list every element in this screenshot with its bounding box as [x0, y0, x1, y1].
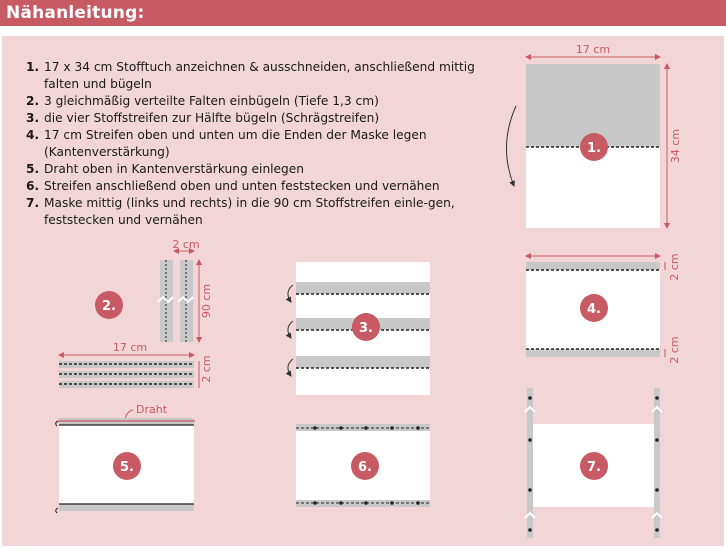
step-text: 3 gleichmäßig verteilte Falten einbügeln (Tiefe 1,3 cm) [44, 94, 379, 108]
step-badge-label: 5. [120, 460, 134, 475]
step-text: die vier Stoffstreifen zur Hälfte bügeln (Schrägstreifen) [44, 111, 380, 125]
figure-6 [296, 424, 430, 507]
wire-label: Draht [136, 403, 168, 416]
pleat [296, 356, 430, 368]
step-text: Maske mittig (links und rechts) in die 90 cm Stoffstreifen einle-gen, feststecken und vernähen [44, 196, 455, 227]
figure-4 [526, 253, 681, 363]
fold-arrow-icon [506, 106, 516, 186]
fold-arrow-icon [288, 359, 293, 376]
step-text: 17 x 34 cm Stofftuch anzeichnen & ausschneiden, anschließend mittig falten und bügeln [44, 60, 475, 91]
step-badge-label: 3. [359, 321, 373, 336]
step-number: 7. [26, 196, 40, 210]
edge-strip [526, 349, 660, 357]
step-badge-label: 4. [587, 302, 601, 317]
step-number: 4. [26, 128, 40, 142]
dimension-label: 2 cm [668, 336, 681, 364]
wire-end-icon [56, 508, 58, 513]
dimension-label: 17 cm [575, 43, 611, 56]
dimension-label: 2 cm [668, 253, 681, 281]
dimension-label: 2 cm [172, 238, 200, 251]
step-badge-label: 2. [102, 299, 116, 314]
dimension-label: 2 cm [200, 355, 213, 383]
step-number: 2. [26, 94, 40, 108]
figure-1 [506, 43, 682, 228]
dimension-label: 34 cm [669, 128, 682, 164]
step-text: Draht oben in Kantenverstärkung einlegen [44, 162, 305, 176]
step-badge-label: 7. [587, 460, 601, 475]
step-number: 3. [26, 111, 40, 125]
fold-arrow-icon [288, 285, 293, 302]
figure-2 [59, 238, 213, 388]
step-number: 6. [26, 179, 40, 193]
wire-end-icon [56, 421, 58, 426]
step-number: 5. [26, 162, 40, 176]
page-title: Nähanleitung: [6, 3, 145, 23]
step-text: 17 cm Streifen oben und unten um die Enden der Maske legen (Kantenverstärkung) [44, 128, 427, 159]
figure-5 [56, 403, 195, 513]
edge-strip [59, 504, 194, 511]
step-badge-label: 6. [358, 460, 372, 475]
dimension-label: 90 cm [200, 283, 213, 319]
edge-strip [526, 262, 660, 270]
figure-7 [525, 388, 662, 538]
step-badge-label: 1. [587, 141, 601, 156]
step-number: 1. [26, 60, 40, 74]
figure-3 [288, 262, 430, 395]
fold-arrow-icon [288, 321, 293, 338]
wire-pointer [125, 410, 133, 419]
dimension-label: 17 cm [112, 341, 148, 354]
pleat [296, 282, 430, 294]
step-text: Streifen anschließend oben und unten feststecken und vernähen [44, 179, 440, 193]
